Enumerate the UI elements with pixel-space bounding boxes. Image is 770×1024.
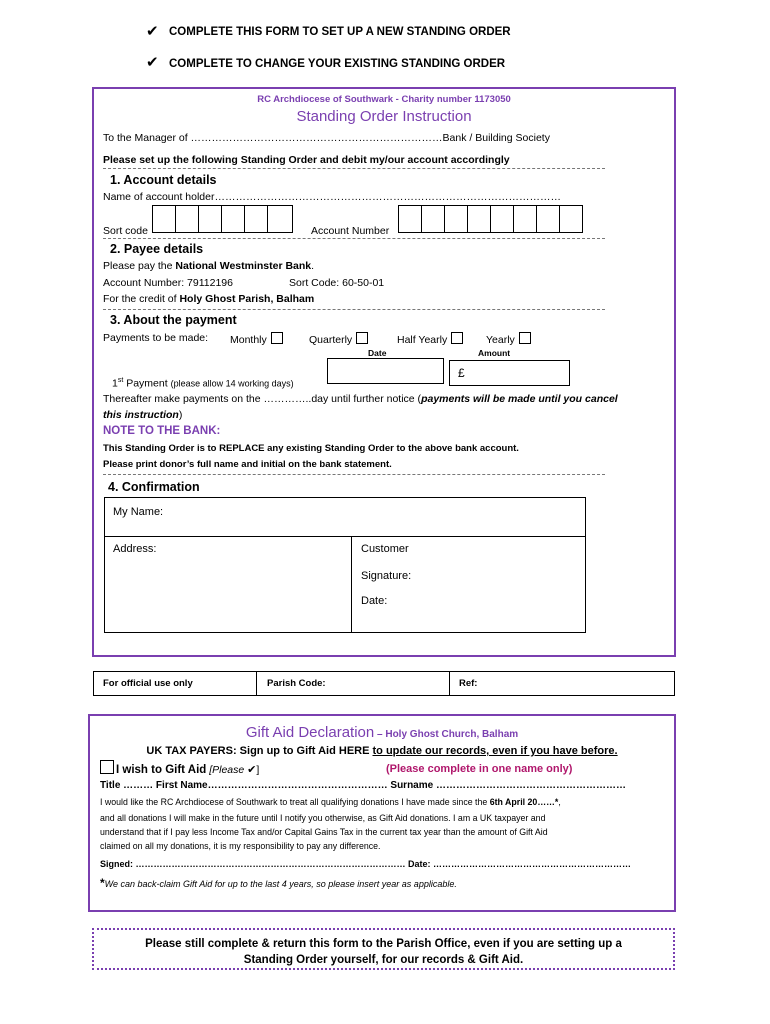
payments-label: Payments to be made: [103, 332, 209, 344]
declaration-para-3: understand that if I pay less Income Tax and/or Capital Gains Tax in the current tax year than the amount of Gift Aid [100, 827, 548, 837]
official-use-cell: For official use only [93, 671, 257, 696]
signature-field[interactable]: Customer Signature: Date: [351, 536, 586, 633]
note-to-bank-title: NOTE TO THE BANK: [103, 425, 221, 437]
first-payment-label: 1st Payment (please allow 14 working days) [112, 377, 294, 390]
check-icon: ✔ [146, 54, 159, 71]
section-payee-details: 2. Payee details [110, 242, 204, 256]
declaration-para-2: and all donations I will make in the future until I notify you otherwise, as Gift Aid donations. I am a UK taxpayer and [100, 813, 546, 823]
credit-line: For the credit of Holy Ghost Parish, Balham [103, 293, 315, 305]
name-fields-line[interactable]: Title ……… First Name……………………………………………… Surname ………………………………………………… [100, 780, 626, 791]
setup-instruction: Please set up the following Standing Order and debit my/our account accordingly [103, 154, 510, 166]
my-name-field[interactable]: My Name: [104, 497, 586, 537]
manager-line[interactable]: To the Manager of ………………………………………………………………Bank / Building Society [103, 132, 550, 144]
checkbox-icon[interactable] [356, 332, 368, 344]
date-label: Date [368, 348, 387, 358]
check-icon: ✔ [146, 23, 159, 40]
gift-aid-title: Gift Aid Declaration – Holy Ghost Church, Balham [245, 724, 519, 741]
divider [103, 309, 605, 310]
declaration-para-4: claimed on all my donations, it is my responsibility to pay any difference. [100, 841, 381, 851]
footer-line-1: Please still complete & return this form to the Parish Office, even if you are setting up a [145, 938, 622, 950]
account-number-label: Account Number [311, 225, 390, 237]
frequency-monthly[interactable]: Monthly [230, 332, 283, 346]
standing-order-title: Standing Order Instruction [296, 108, 472, 125]
complete-one-name: (Please complete in one name only) [386, 763, 573, 775]
declaration-para-1: I would like the RC Archdiocese of Southwark to treat all qualifying donations I have made since the 6th April 20……*, [100, 797, 561, 807]
parish-code-cell[interactable]: Parish Code: [256, 671, 450, 696]
checkbox-icon[interactable] [519, 332, 531, 344]
first-payment-amount-box[interactable]: £ [449, 360, 570, 386]
checkbox-icon[interactable] [271, 332, 283, 344]
sort-code-label: Sort code [103, 225, 148, 237]
frequency-quarterly[interactable]: Quarterly [309, 332, 368, 346]
back-claim-footnote: *We can back-claim Gift Aid for up to the last 4 years, so please insert year as applicable. [100, 876, 457, 890]
ref-cell[interactable]: Ref: [449, 671, 675, 696]
thereafter-line: Thereafter make payments on the …………..day until further notice (payments will be made until you cancel [103, 393, 618, 405]
checkbox-icon[interactable] [100, 760, 114, 774]
header-line-change: COMPLETE TO CHANGE YOUR EXISTING STANDING ORDER [169, 58, 506, 70]
section-account-details: 1. Account details [110, 173, 217, 187]
signed-date-line[interactable]: Signed: ……………………………………………………………………………… Date: ………………………………………………………… [100, 859, 632, 869]
footer-line-2: Standing Order yourself, for our records & Gift Aid. [243, 954, 524, 966]
amount-label: Amount [478, 348, 511, 358]
note-replace: This Standing Order is to REPLACE any existing Standing Order to the above bank account. [103, 443, 519, 454]
account-holder-field[interactable]: Name of account holder……………………………………………………………………………………… [103, 191, 561, 203]
frequency-yearly[interactable]: Yearly [486, 332, 531, 346]
divider [103, 238, 605, 239]
note-print-name: Please print donor’s full name and initial on the bank statement. [103, 459, 392, 470]
checkbox-icon[interactable] [451, 332, 463, 344]
divider [103, 168, 605, 169]
footer-reminder-box [92, 928, 675, 970]
frequency-half-yearly[interactable]: Half Yearly [397, 332, 463, 346]
payee-account-number: Account Number: 79112196 [103, 277, 233, 289]
thereafter-line-2: this instruction) [103, 409, 183, 421]
section-about-payment: 3. About the payment [110, 313, 237, 327]
tax-payers-line: UK TAX PAYERS: Sign up to Gift Aid HERE to update our records, even if you have before. [146, 745, 618, 757]
check-icon: ✔ [247, 764, 257, 776]
first-payment-date-box[interactable] [327, 358, 444, 384]
gift-aid-checkbox-line[interactable]: I wish to Gift Aid [Please ✔] [100, 760, 259, 776]
payee-sort-code: Sort Code: 60-50-01 [289, 277, 385, 289]
divider [103, 474, 605, 475]
header-line-new: COMPLETE THIS FORM TO SET UP A NEW STANDING ORDER [169, 26, 511, 38]
pay-bank-line: Please pay the National Westminster Bank. [103, 260, 315, 272]
charity-number: RC Archdiocese of Southwark - Charity number 1173050 [257, 94, 511, 105]
address-field[interactable]: Address: [104, 536, 352, 633]
section-confirmation: 4. Confirmation [108, 480, 200, 494]
